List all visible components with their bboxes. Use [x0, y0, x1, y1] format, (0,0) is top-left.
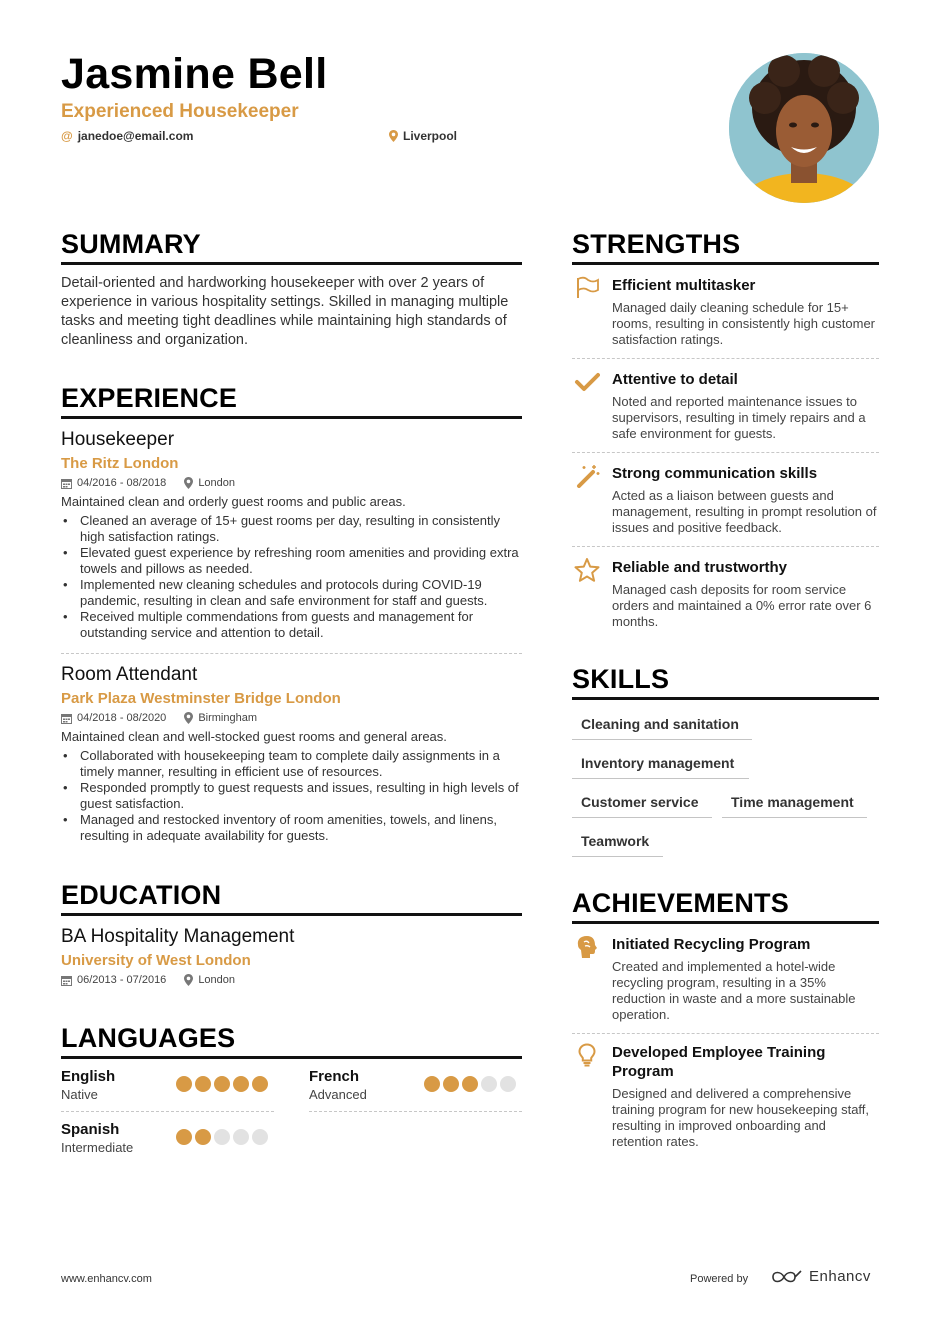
skill-tag: Cleaning and sanitation	[572, 716, 752, 740]
skill-tag: Inventory management	[572, 755, 749, 779]
languages-divider	[61, 1056, 522, 1059]
achievements-heading: ACHIEVEMENTS	[572, 888, 789, 918]
strength-title: Strong communication skills	[612, 465, 818, 482]
enhancv-logo-icon	[771, 1269, 803, 1285]
job-dates-text: 04/2018 - 08/2020	[77, 712, 167, 724]
job-bullets	[61, 748, 522, 844]
job-bullets	[61, 513, 522, 641]
job-bullet: • Received multiple commendations from guests and management for outstanding service and attention to detail.	[61, 609, 522, 641]
calendar-icon	[61, 713, 72, 724]
candidate-name: Jasmine Bell	[61, 50, 328, 98]
strength-item	[572, 464, 879, 536]
job-bullet: • Implemented new cleaning schedules and protocols during COVID-19 pandemic, resulting in clean and safe environment for staff and guests.	[61, 577, 522, 609]
rating-dot-filled	[252, 1076, 268, 1092]
location-pin-icon	[184, 974, 193, 986]
brain-icon	[574, 935, 600, 959]
job-meta	[61, 712, 522, 724]
calendar-icon	[61, 975, 72, 986]
job-dates-text: 04/2016 - 08/2018	[77, 477, 167, 489]
language-divider	[309, 1111, 522, 1112]
job-bullet: • Collaborated with housekeeping team to complete daily assignments in a timely manner, resulting in efficient use of resources.	[61, 748, 522, 780]
job-location	[184, 477, 235, 489]
education-meta	[61, 974, 522, 986]
skill-tag: Time management	[722, 794, 867, 818]
experience-entry	[61, 429, 522, 641]
achievement-item	[572, 1043, 879, 1150]
strength-title: Attentive to detail	[612, 371, 738, 388]
contact-location	[389, 129, 457, 143]
footer-url[interactable]: www.enhancv.com	[61, 1273, 152, 1285]
summary-divider	[61, 262, 522, 265]
language-divider	[61, 1111, 274, 1112]
rating-dot-filled	[176, 1129, 192, 1145]
lightbulb-icon	[574, 1043, 600, 1067]
job-dates	[61, 712, 166, 724]
job-title: Room Attendant	[61, 664, 198, 685]
education-divider	[61, 913, 522, 916]
magic-wand-icon	[574, 464, 600, 488]
job-title: Housekeeper	[61, 429, 175, 450]
star-icon	[574, 558, 600, 582]
experience-heading: EXPERIENCE	[61, 383, 238, 413]
job-company: The Ritz London	[61, 455, 179, 472]
achievements-divider	[572, 921, 879, 924]
rating-dot-filled	[195, 1076, 211, 1092]
strength-title: Efficient multitasker	[612, 277, 756, 294]
language-rating	[424, 1076, 516, 1092]
education-location-text: London	[198, 974, 236, 986]
job-location-text: London	[198, 477, 236, 489]
experience-entry	[61, 664, 522, 844]
language-level: Intermediate	[61, 1140, 134, 1155]
skill-tag: Teamwork	[572, 833, 663, 857]
skill-tag: Customer service	[572, 794, 712, 818]
job-description: Maintained clean and well-stocked guest rooms and general areas.	[61, 729, 447, 744]
calendar-icon	[61, 478, 72, 489]
language-name: English	[61, 1068, 116, 1085]
education-dates	[61, 974, 166, 986]
strength-text: Noted and reported maintenance issues to supervisors, resulting in timely repairs and a safe environment for guests.	[612, 394, 866, 441]
summary-text: Detail-oriented and hardworking housekeeper with over 2 years of experience in various hospitality settings. Skilled in managing multiple tasks and meeting tight deadlines while maintaining high standards of cleanliness and organization.	[61, 275, 509, 348]
job-location	[184, 712, 257, 724]
rating-dot-filled	[195, 1129, 211, 1145]
skills-heading: SKILLS	[572, 664, 670, 694]
achievement-title: Developed Employee Training Program	[612, 1044, 826, 1080]
strength-text: Managed cash deposits for room service orders and maintained a 0% error rate over 6 months.	[612, 582, 872, 629]
achievement-item	[572, 935, 879, 1023]
education-entry	[61, 926, 522, 986]
at-icon: @	[61, 129, 73, 143]
experience-divider	[61, 416, 522, 419]
language-item	[61, 1068, 274, 1102]
language-item	[61, 1121, 274, 1155]
summary-heading: SUMMARY	[61, 229, 201, 259]
strengths-divider	[572, 262, 879, 265]
job-bullet: • Responded promptly to guest requests and issues, resulting in high levels of guest satisfaction.	[61, 780, 522, 812]
language-level: Advanced	[309, 1087, 367, 1102]
strength-item	[572, 370, 879, 442]
language-rating	[176, 1129, 268, 1145]
rating-dot-filled	[443, 1076, 459, 1092]
contact-email[interactable]	[61, 129, 193, 143]
job-meta	[61, 477, 522, 489]
job-location-text: Birmingham	[198, 712, 257, 724]
strength-divider	[572, 452, 879, 453]
achievement-title: Initiated Recycling Program	[612, 936, 811, 953]
job-description: Maintained clean and orderly guest rooms and public areas.	[61, 494, 406, 509]
job-dates	[61, 477, 166, 489]
job-bullet: • Managed and restocked inventory of room amenities, towels, and linens, resulting in adequate availability for guests.	[61, 812, 522, 844]
rating-dot-filled	[462, 1076, 478, 1092]
email-text: janedoe@email.com	[77, 129, 194, 143]
strength-title: Reliable and trustworthy	[612, 559, 788, 576]
degree-title: BA Hospitality Management	[61, 926, 295, 947]
enhancv-logo[interactable]	[771, 1268, 871, 1285]
language-name: French	[309, 1068, 360, 1085]
strength-item	[572, 558, 879, 630]
strength-divider	[572, 358, 879, 359]
location-pin-icon	[184, 477, 193, 489]
job-bullet: • Cleaned an average of 15+ guest rooms per day, resulting in consistently high satisfaction ratings.	[61, 513, 522, 545]
rating-dot-empty	[233, 1129, 249, 1145]
rating-dot-empty	[252, 1129, 268, 1145]
checkmark-icon	[574, 370, 600, 394]
strength-text: Managed daily cleaning schedule for 15+ rooms, resulting in consistently high customer satisfaction ratings.	[612, 300, 876, 347]
job-bullet: • Elevated guest experience by refreshing room amenities and providing extra towels and pillows as needed.	[61, 545, 522, 577]
languages-heading: LANGUAGES	[61, 1023, 236, 1053]
education-dates-text: 06/2013 - 07/2016	[77, 974, 167, 986]
rating-dot-filled	[214, 1076, 230, 1092]
education-heading: EDUCATION	[61, 880, 222, 910]
strength-text: Acted as a liaison between guests and management, resulting in prompt resolution of issues and positive feedback.	[612, 488, 877, 535]
location-text: Liverpool	[403, 129, 458, 143]
achievement-divider	[572, 1033, 879, 1034]
profile-photo	[729, 53, 879, 203]
rating-dot-filled	[176, 1076, 192, 1092]
enhancv-logo-text: Enhancv	[809, 1268, 871, 1285]
strength-item	[572, 276, 879, 348]
candidate-role: Experienced Housekeeper	[61, 101, 299, 122]
footer-powered-by: Powered by	[690, 1273, 749, 1285]
language-name: Spanish	[61, 1121, 120, 1138]
rating-dot-empty	[214, 1129, 230, 1145]
school-name: University of West London	[61, 952, 251, 969]
language-item	[309, 1068, 522, 1102]
entry-divider	[61, 653, 522, 654]
language-level: Native	[61, 1087, 98, 1102]
education-location	[184, 974, 235, 986]
job-company: Park Plaza Westminster Bridge London	[61, 690, 341, 707]
rating-dot-empty	[500, 1076, 516, 1092]
rating-dot-filled	[233, 1076, 249, 1092]
language-rating	[176, 1076, 268, 1092]
achievement-text: Designed and delivered a comprehensive training program for new housekeeping staff, resulting in improved onboarding and retention rates.	[612, 1086, 870, 1149]
skills-divider	[572, 697, 879, 700]
strength-divider	[572, 546, 879, 547]
rating-dot-empty	[481, 1076, 497, 1092]
rating-dot-filled	[424, 1076, 440, 1092]
strengths-heading: STRENGTHS	[572, 229, 741, 259]
location-pin-icon	[389, 130, 398, 142]
flag-icon	[574, 276, 600, 300]
location-pin-icon	[184, 712, 193, 724]
achievement-text: Created and implemented a hotel-wide recycling program, resulting in a 35% reduction in waste and a more sustainable operation.	[612, 959, 856, 1022]
